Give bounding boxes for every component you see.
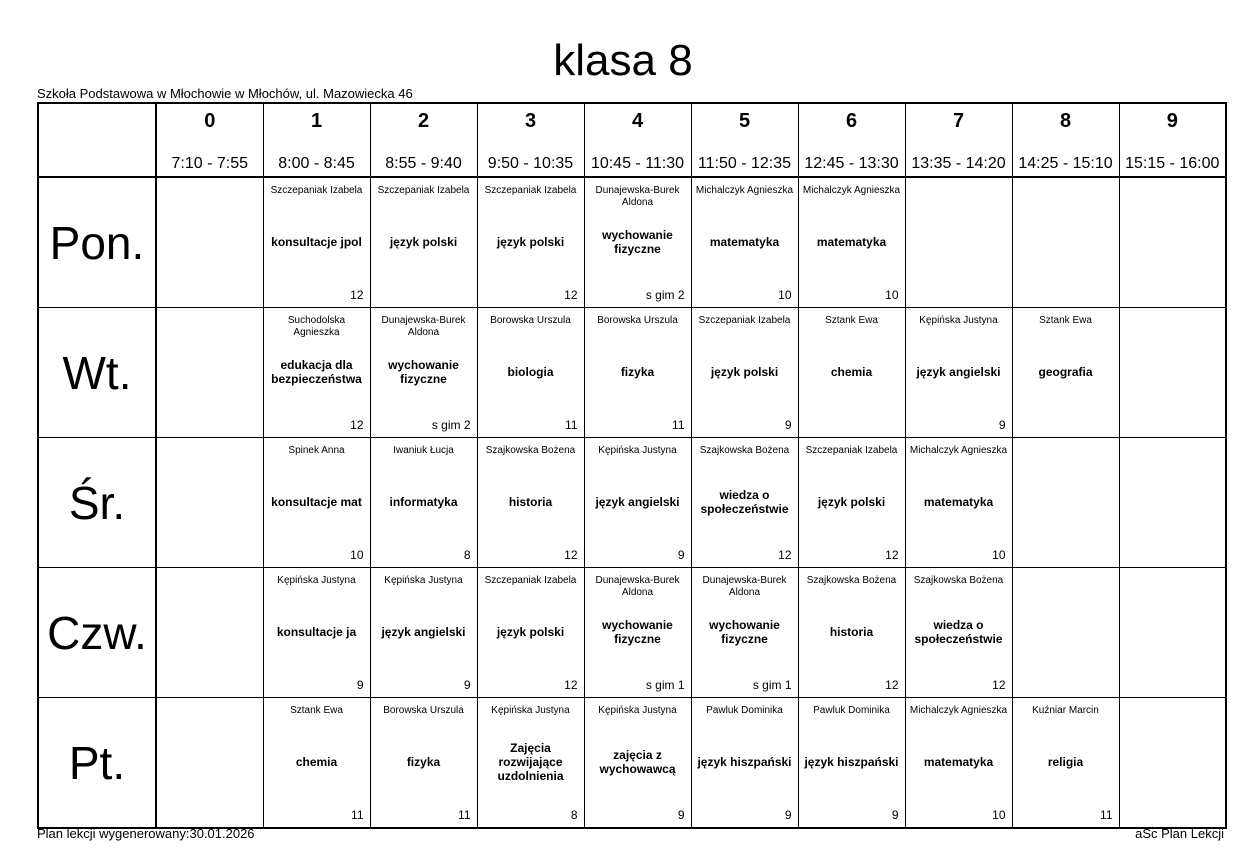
subject-name: język polski	[389, 235, 458, 249]
teacher-name: Michalczyk Agnieszka	[802, 185, 901, 196]
lesson-cell	[370, 698, 477, 829]
lesson-cell	[370, 177, 477, 308]
lesson-cell	[905, 308, 1012, 438]
room-number: 12	[564, 288, 578, 302]
period-time: 15:15 - 16:00	[1125, 155, 1220, 172]
teacher-name: Sztank Ewa	[290, 705, 343, 716]
day-label: Pt.	[38, 698, 156, 829]
room-number: 9	[463, 678, 471, 692]
subject-name: wychowanie fizyczne	[709, 618, 780, 646]
period-number: 7	[952, 110, 965, 132]
subject-name: wychowanie fizyczne	[602, 228, 673, 256]
room-number: 12	[885, 678, 899, 692]
room-number: 11	[458, 808, 471, 822]
teacher-name: Spinek Anna	[288, 445, 345, 456]
lesson-cell	[370, 308, 477, 438]
room-number: 11	[1100, 808, 1113, 822]
subject-name: geografia	[1038, 365, 1093, 379]
day-row	[38, 177, 1226, 308]
room-number: 10	[992, 548, 1006, 562]
lesson-cell	[798, 698, 905, 829]
day-row	[38, 568, 1226, 698]
subject-name: fizyka	[406, 755, 441, 769]
teacher-name: Dunajewska-Burek Aldona	[702, 575, 787, 598]
teacher-name: Suchodolska Agnieszka	[287, 315, 346, 338]
period-number: 8	[1059, 110, 1072, 132]
subject-name: religia	[1047, 755, 1084, 769]
subject-name: język polski	[817, 495, 886, 509]
room-number: 9	[677, 808, 685, 822]
period-time: 11:50 - 12:35	[697, 155, 792, 172]
page-title: klasa 8	[553, 36, 693, 85]
teacher-name: Kępińska Justyna	[277, 575, 356, 586]
subject-name: historia	[829, 625, 874, 639]
teacher-name: Kępińska Justyna	[384, 575, 463, 586]
period-header-row	[38, 103, 1226, 177]
timetable-body	[38, 177, 1226, 828]
day-label: Pon.	[38, 177, 156, 308]
day-label: Wt.	[38, 308, 156, 438]
subject-name: matematyka	[923, 755, 994, 769]
subject-name: wiedza o społeczeństwie	[700, 488, 789, 516]
lesson-cell	[1012, 698, 1119, 829]
teacher-name: Szczepaniak Izabela	[377, 185, 470, 196]
teacher-name: Kępińska Justyna	[598, 445, 677, 456]
subject-name: wychowanie fizyczne	[388, 358, 459, 386]
teacher-name: Kępińska Justyna	[491, 705, 570, 716]
empty-cell	[1119, 698, 1226, 829]
lesson-cell	[691, 438, 798, 568]
teacher-name: Borowska Urszula	[490, 315, 571, 326]
school-name: Szkoła Podstawowa w Młochowie w Młochów, ul. Mazowiecka 46	[37, 86, 413, 101]
subject-name: język hiszpański	[804, 755, 899, 769]
period-header-8	[1012, 103, 1119, 177]
room-number: 9	[356, 678, 364, 692]
lesson-cell	[584, 308, 691, 438]
teacher-name: Michalczyk Agnieszka	[695, 185, 794, 196]
teacher-name: Szczepaniak Izabela	[270, 185, 363, 196]
subject-name: język angielski	[595, 495, 680, 509]
period-header-0	[156, 103, 263, 177]
teacher-name: Kuźniar Marcin	[1032, 705, 1099, 716]
teacher-name: Szczepaniak Izabela	[484, 185, 577, 196]
subject-name: wiedza o społeczeństwie	[914, 618, 1003, 646]
room-number: 8	[463, 548, 471, 562]
lesson-cell	[905, 568, 1012, 698]
lesson-cell	[263, 568, 370, 698]
room-number: 12	[350, 418, 364, 432]
subject-name: matematyka	[923, 495, 994, 509]
period-number: 6	[845, 110, 858, 132]
subject-name: konsultacje mat	[271, 495, 362, 509]
lesson-cell	[905, 438, 1012, 568]
room-number: 9	[784, 808, 792, 822]
teacher-name: Szajkowska Bożena	[806, 575, 897, 586]
lesson-cell	[370, 568, 477, 698]
subject-name: matematyka	[816, 235, 887, 249]
subject-name: fizyka	[620, 365, 655, 379]
subject-name: chemia	[830, 365, 873, 379]
lesson-cell	[263, 177, 370, 308]
empty-cell	[1119, 177, 1226, 308]
teacher-name: Borowska Urszula	[383, 705, 464, 716]
generated-date: Plan lekcji wygenerowany:30.01.2026	[37, 826, 255, 841]
period-header-9	[1119, 103, 1226, 177]
subject-name: wychowanie fizyczne	[602, 618, 673, 646]
subject-name: język hiszpański	[697, 755, 792, 769]
lesson-cell	[477, 177, 584, 308]
lesson-cell	[477, 308, 584, 438]
period-header-6	[798, 103, 905, 177]
lesson-cell	[584, 177, 691, 308]
lesson-cell	[584, 568, 691, 698]
period-time: 8:55 - 9:40	[385, 155, 462, 172]
teacher-name: Szczepaniak Izabela	[698, 315, 791, 326]
lesson-cell	[477, 438, 584, 568]
corner-cell	[38, 103, 156, 177]
timetable	[37, 102, 1227, 829]
empty-cell	[905, 177, 1012, 308]
day-row	[38, 698, 1226, 829]
teacher-name: Sztank Ewa	[1039, 315, 1092, 326]
period-header-2	[370, 103, 477, 177]
empty-cell	[156, 177, 263, 308]
room-number: 12	[778, 548, 792, 562]
room-number: 11	[672, 418, 685, 432]
room-number: 12	[564, 548, 578, 562]
empty-cell	[1119, 438, 1226, 568]
empty-cell	[156, 568, 263, 698]
room-number: s gim 2	[645, 288, 685, 302]
teacher-name: Kępińska Justyna	[598, 705, 677, 716]
room-number: 9	[784, 418, 792, 432]
teacher-name: Michalczyk Agnieszka	[909, 445, 1008, 456]
lesson-cell	[584, 698, 691, 829]
teacher-name: Szajkowska Bożena	[485, 445, 576, 456]
subject-name: Zajęcia rozwijające uzdolnienia	[497, 741, 564, 783]
day-label: Czw.	[38, 568, 156, 698]
subject-name: język polski	[710, 365, 779, 379]
room-number: 12	[992, 678, 1006, 692]
lesson-cell	[691, 308, 798, 438]
room-number: 11	[565, 418, 578, 432]
room-number: 11	[351, 808, 364, 822]
empty-cell	[1119, 308, 1226, 438]
lesson-cell	[263, 308, 370, 438]
period-header-4	[584, 103, 691, 177]
period-number: 4	[631, 110, 644, 132]
subject-name: edukacja dla bezpieczeństwa	[271, 358, 362, 386]
lesson-cell	[477, 568, 584, 698]
teacher-name: Szajkowska Bożena	[913, 575, 1004, 586]
subject-name: konsultacje ja	[276, 625, 357, 639]
empty-cell	[1012, 177, 1119, 308]
teacher-name: Pawluk Dominika	[813, 705, 890, 716]
subject-name: chemia	[295, 755, 338, 769]
teacher-name: Szczepaniak Izabela	[484, 575, 577, 586]
period-number: 9	[1166, 110, 1178, 132]
period-header-1	[263, 103, 370, 177]
subject-name: język polski	[496, 235, 565, 249]
period-time: 9:50 - 10:35	[487, 155, 574, 172]
lesson-cell	[584, 438, 691, 568]
room-number: 9	[677, 548, 685, 562]
teacher-name: Szajkowska Bożena	[699, 445, 790, 456]
empty-cell	[156, 308, 263, 438]
period-time: 12:45 - 13:30	[804, 155, 899, 172]
lesson-cell	[1012, 308, 1119, 438]
lesson-cell	[798, 177, 905, 308]
teacher-name: Sztank Ewa	[825, 315, 878, 326]
period-header-7	[905, 103, 1012, 177]
lesson-cell	[691, 177, 798, 308]
teacher-name: Szczepaniak Izabela	[805, 445, 898, 456]
day-label: Śr.	[38, 438, 156, 568]
lesson-cell	[905, 698, 1012, 829]
subject-name: język angielski	[916, 365, 1001, 379]
day-row	[38, 308, 1226, 438]
period-time: 7:10 - 7:55	[171, 155, 248, 172]
teacher-name: Dunajewska-Burek Aldona	[595, 185, 680, 208]
subject-name: język polski	[496, 625, 565, 639]
period-header-5	[691, 103, 798, 177]
empty-cell	[1012, 438, 1119, 568]
period-header-3	[477, 103, 584, 177]
lesson-cell	[691, 568, 798, 698]
room-number: s gim 1	[645, 678, 685, 692]
room-number: 9	[998, 418, 1006, 432]
period-time: 8:00 - 8:45	[278, 155, 355, 172]
lesson-cell	[691, 698, 798, 829]
room-number: 12	[350, 288, 364, 302]
lesson-cell	[263, 698, 370, 829]
lesson-cell	[798, 568, 905, 698]
room-number: 12	[885, 548, 899, 562]
lesson-cell	[798, 438, 905, 568]
period-time: 10:45 - 11:30	[590, 155, 685, 172]
period-number: 5	[738, 110, 751, 132]
lesson-cell	[798, 308, 905, 438]
lesson-cell	[477, 698, 584, 829]
room-number: 10	[350, 548, 364, 562]
room-number: 10	[778, 288, 792, 302]
teacher-name: Iwaniuk Łucja	[393, 445, 454, 456]
empty-cell	[156, 698, 263, 829]
teacher-name: Borowska Urszula	[597, 315, 678, 326]
period-time: 13:35 - 14:20	[911, 155, 1006, 172]
room-number: 10	[992, 808, 1006, 822]
period-number: 1	[310, 110, 323, 132]
teacher-name: Michalczyk Agnieszka	[909, 705, 1008, 716]
app-credit: aSc Plan Lekcji	[1135, 826, 1224, 841]
teacher-name: Kępińska Justyna	[919, 315, 998, 326]
period-number: 0	[204, 110, 216, 132]
period-number: 3	[524, 110, 537, 132]
subject-name: język angielski	[381, 625, 466, 639]
room-number: s gim 2	[431, 418, 471, 432]
subject-name: informatyka	[389, 495, 458, 509]
lesson-cell	[370, 438, 477, 568]
subject-name: zajęcia z wychowawcą	[599, 748, 676, 776]
period-time: 14:25 - 15:10	[1018, 155, 1113, 172]
lesson-cell	[263, 438, 370, 568]
subject-name: konsultacje jpol	[271, 235, 362, 249]
empty-cell	[1012, 568, 1119, 698]
room-number: 8	[570, 808, 578, 822]
room-number: 9	[891, 808, 899, 822]
subject-name: historia	[508, 495, 553, 509]
period-number: 2	[417, 110, 430, 132]
day-row	[38, 438, 1226, 568]
teacher-name: Dunajewska-Burek Aldona	[595, 575, 680, 598]
teacher-name: Pawluk Dominika	[706, 705, 783, 716]
teacher-name: Dunajewska-Burek Aldona	[381, 315, 466, 338]
subject-name: matematyka	[709, 235, 780, 249]
room-number: 12	[564, 678, 578, 692]
room-number: s gim 1	[752, 678, 792, 692]
empty-cell	[1119, 568, 1226, 698]
empty-cell	[156, 438, 263, 568]
room-number: 10	[885, 288, 899, 302]
subject-name: biologia	[507, 365, 554, 379]
